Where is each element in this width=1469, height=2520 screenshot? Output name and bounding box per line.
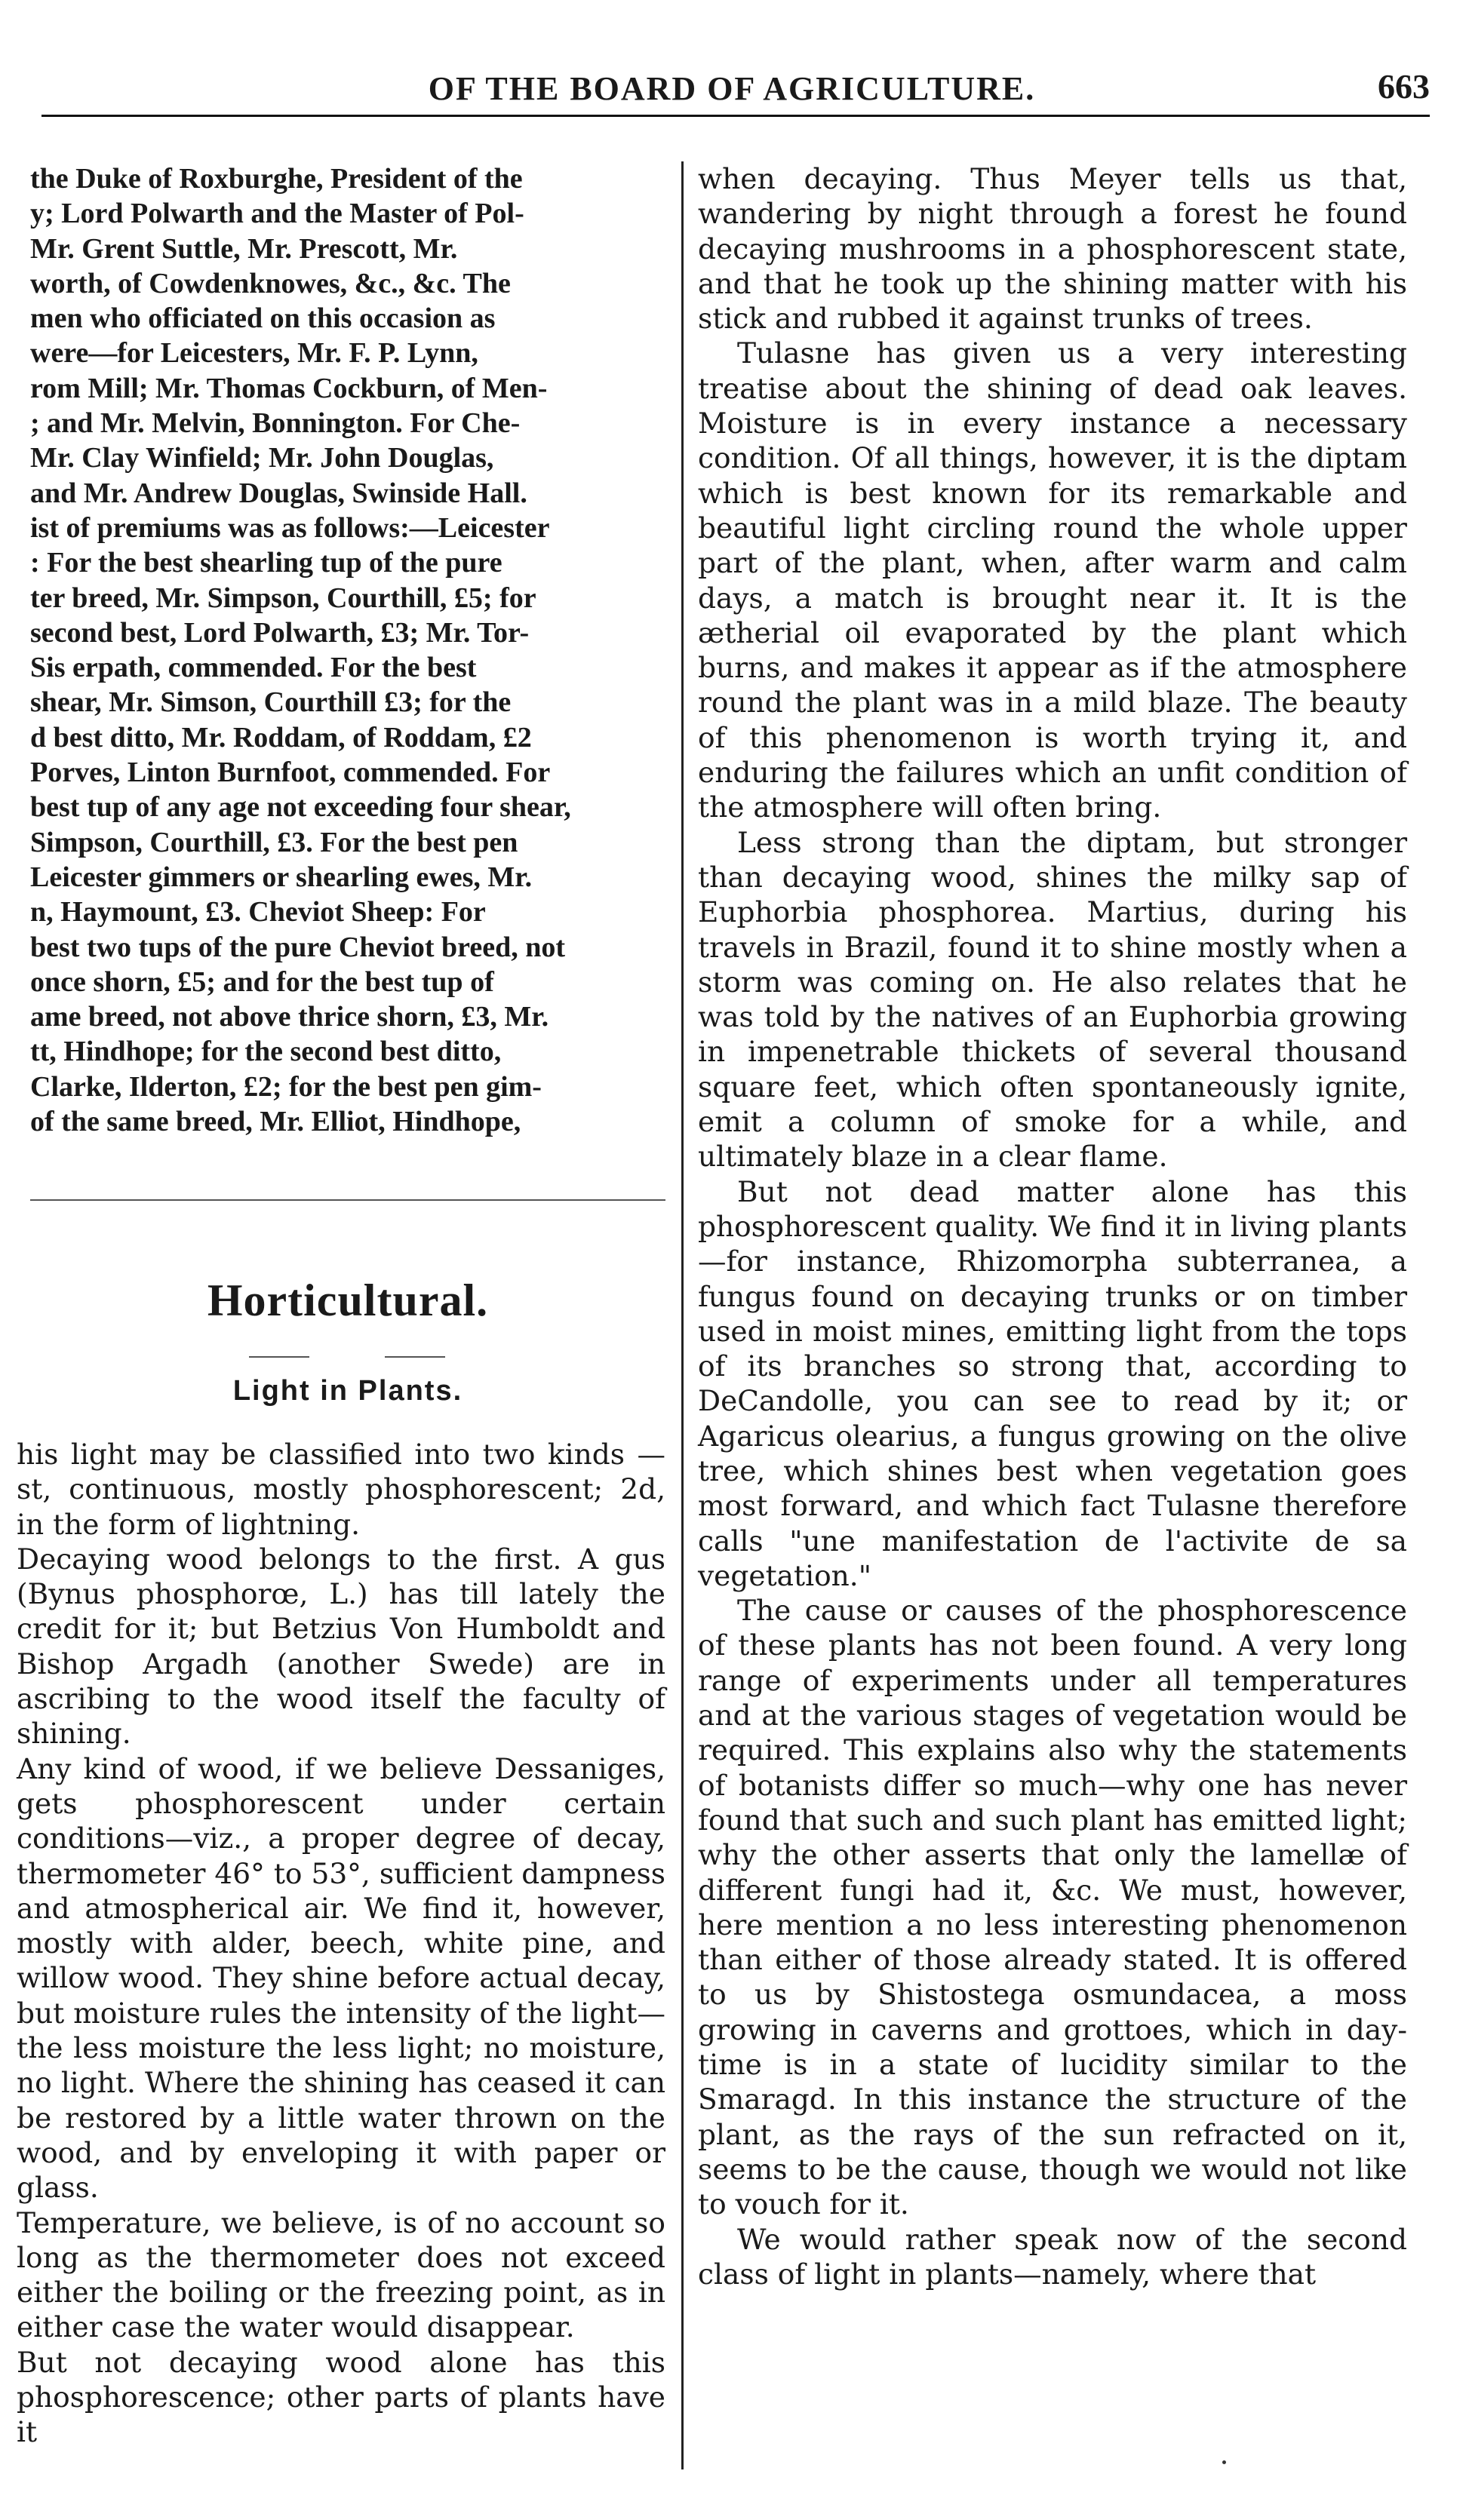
header-rule — [41, 115, 1430, 117]
print-speck — [1222, 2460, 1226, 2464]
article-paragraph: But not decaying wood alone has this phosphorescence; other parts of plants have it — [17, 2345, 665, 2449]
article-paragraph: But not dead matter alone has this phosphorescent quality. We find it in living plants—for instance, Rhizomorpha subterranea, a fungus found on decaying trunks or on timber used in moist mines, emitting light from the tops of its branches so strong that, according to DeCandolle, you can see to read by it; or Agaricus olearius, a fungus growing on the olive tree, which shines best when vegetation goes most forward, and which fact Tulasne therefore calls "une manifestation de l'activite de sa vegetation." — [698, 1174, 1407, 1592]
article-body-right — [698, 161, 1407, 2291]
column-rule — [681, 161, 684, 2469]
report-line: the Duke of Roxburghe, President of the — [30, 163, 523, 195]
page-number: 663 — [1378, 67, 1430, 106]
report-line: Sis erpath, commended. For the best — [30, 652, 477, 684]
running-head: OF THE BOARD OF AGRICULTURE. — [428, 70, 1036, 107]
article-body-left — [17, 1437, 665, 2450]
report-line: men who officiated on this occasion as — [30, 302, 496, 335]
article-paragraph: Any kind of wood, if we believe Dessaniges, gets phosphorescent under certain conditions—viz., a proper degree of decay, thermometer 46° to 53°, sufficient dampness and atmospherical air. We find it, however, mostly with alder, beech, white pine, and willow wood. They shine before actual decay, but moisture rules the intensity of the light—the less moisture the less light; no moisture, no light. Where the shining has ceased it can be restored by a little water thrown on the wood, and by enveloping it with paper or glass. — [17, 1751, 665, 2205]
report-line: and Mr. Andrew Douglas, Swinside Hall. — [30, 477, 527, 509]
report-line: ist of premiums was as follows:—Leicester — [30, 511, 550, 544]
report-line: second best, Lord Polwarth, £3; Mr. Tor- — [30, 616, 530, 649]
report-line: : For the best shearling tup of the pure — [30, 547, 502, 579]
article-paragraph: Less strong than the diptam, but stronger than decaying wood, shines the milky sap of Euphorbia phosphorea. Martius, during his travels in Brazil, found it to shine mostly when a storm was coming on. He also relates that he was told by the natives of an Euphorbia growing in impenetrable thickets of several thousand square feet, which often spontaneously ignite, emit a column of smoke for a while, and ultimately blaze in a clear flame. — [698, 825, 1407, 1174]
report-line: worth, of Cowdenknowes, &c., &c. The — [30, 267, 511, 299]
report-line: best tup of any age not exceeding four shear, — [30, 791, 571, 824]
report-line: n, Haymount, £3. Cheviot Sheep: For — [30, 896, 486, 929]
section-heading: Horticultural. — [207, 1275, 489, 1325]
article-paragraph: when decaying. Thus Meyer tells us that, wandering by night through a forest he found decaying mushrooms in a phosphorescent state, and that he took up the shining matter with his stick and rubbed it against trunks of trees. — [698, 162, 1407, 336]
report-line: tt, Hindhope; for the second best ditto, — [30, 1036, 502, 1068]
report-line: Leicester gimmers or shearling ewes, Mr. — [30, 861, 533, 893]
report-line: ; and Mr. Melvin, Bonnington. For Che- — [30, 407, 521, 440]
article-paragraph: The cause or causes of the phosphorescence of these plants has not been found. A very long range of experiments under all temperatures and at the various stages of vegetation would be required. This explains also why the statements of botanists differ so much—why one has never found that such and such plant has emitted light; why the other asserts that only the lamellæ of different fungi had it, &c. We must, however, here mention a no less interesting phenomenon than either of those already stated. It is offered to us by Shistostega osmundacea, a moss growing in caverns and grottoes, which in day-time is in a state of lucidity similar to the Smaragd. In this instance the structure of the plant, as the rays of the sun refracted on it, seems to be the cause, though we would not like to vouch for it. — [698, 1594, 1407, 2221]
section-rule — [30, 1199, 665, 1201]
report-line: y; Lord Polwarth and the Master of Pol- — [30, 198, 524, 230]
report-line: Simpson, Courthill, £3. For the best pen — [30, 826, 518, 858]
report-line: were—for Leicesters, Mr. F. P. Lynn, — [30, 337, 478, 370]
article-paragraph: Tulasne has given us a very interesting treatise about the shining of dead oak leaves. Moisture is in every instance a necessary condition. Of all things, however, it is the diptam which is best known for its remarkable and beautiful light circling round the whole upper part of the plant, when, after warm and calm days, a match is brought near it. It is the ætherial oil evaporated by the plant which burns, and makes it appear as if the atmosphere round the plant was in a mild blaze. The beauty of this phenomenon is worth trying it, and enduring the failures which an unfit condition of the atmosphere will often bring. — [698, 336, 1407, 824]
report-line: ter breed, Mr. Simpson, Courthill, £5; for — [30, 582, 536, 614]
article-paragraph: We would rather speak now of the second class of light in plants—namely, where that — [698, 2222, 1407, 2291]
report-line: rom Mill; Mr. Thomas Cockburn, of Men- — [30, 372, 548, 404]
report-line: Porves, Linton Burnfoot, commended. For — [30, 757, 551, 789]
ornament-rule-right — [385, 1356, 445, 1358]
report-line: Clarke, Ilderton, £2; for the best pen gim- — [30, 1070, 542, 1103]
article-title: Light in Plants. — [232, 1375, 463, 1407]
report-line: once shorn, £5; and for the best tup of — [30, 965, 494, 998]
report-line: d best ditto, Mr. Roddam, of Roddam, £2 — [30, 721, 532, 754]
report-line: ame breed, not above thrice shorn, £3, Mr. — [30, 1001, 549, 1033]
report-line: shear, Mr. Simson, Courthill £3; for the — [30, 686, 512, 719]
article-paragraph: Temperature, we believe, is of no account so long as the thermometer does not exceed either the boiling or the freezing point, as in either case the water would disappear. — [17, 2205, 665, 2344]
show-report — [30, 161, 665, 1139]
report-line: best two tups of the pure Cheviot breed, not — [30, 931, 565, 963]
ornament-rule-left — [249, 1356, 309, 1358]
report-line: Mr. Clay Winfield; Mr. John Douglas, — [30, 442, 494, 474]
report-line: of the same breed, Mr. Elliot, Hindhope, — [30, 1106, 521, 1138]
article-paragraph: his light may be classified into two kinds — st, continuous, mostly phosphorescent; 2d, in the form of lightning. — [17, 1438, 665, 1541]
report-line: Mr. Grent Suttle, Mr. Prescott, Mr. — [30, 232, 458, 265]
article-paragraph: Decaying wood belongs to the first. A gus (Bynus phosphorœ, L.) has till lately the credit for it; but Betzius Von Humboldt and Bishop Argadh (another Swede) are in ascribing to the wood itself the faculty of shining. — [17, 1542, 665, 1751]
